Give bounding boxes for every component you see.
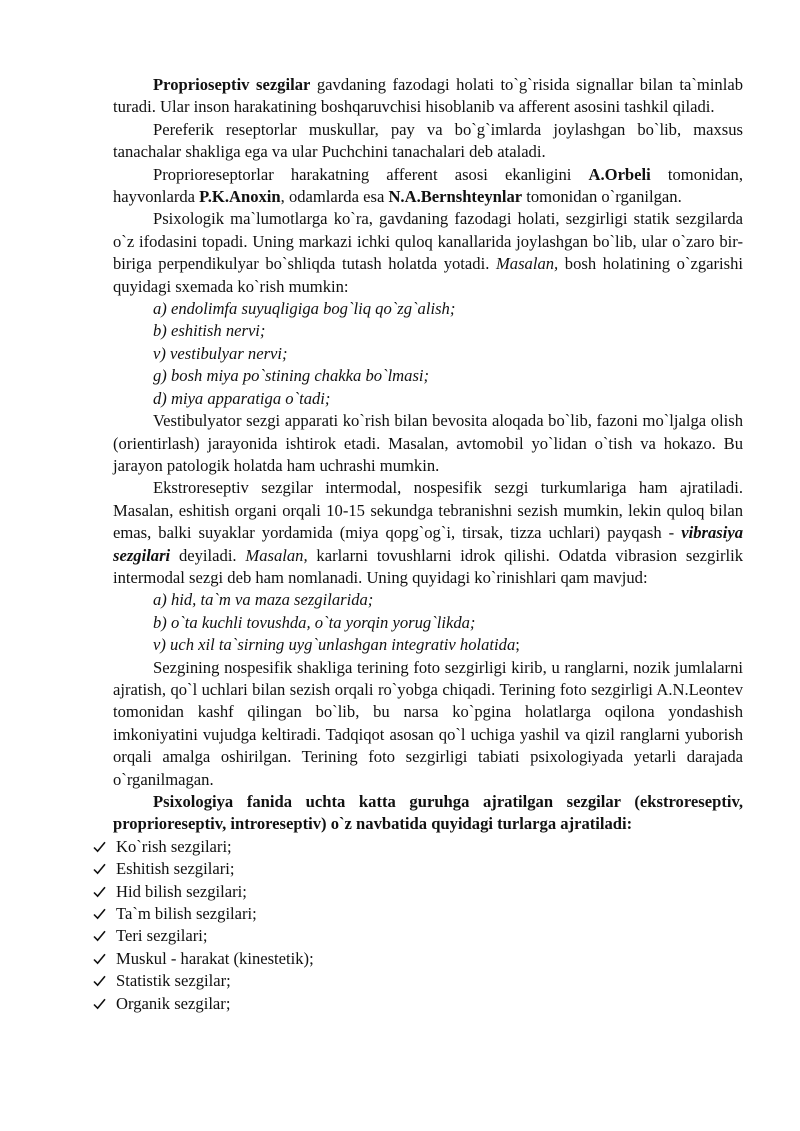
checkmark-icon	[93, 881, 116, 903]
checkmark-icon	[93, 970, 116, 992]
list-item-text: Statistik sezgilar;	[116, 971, 231, 991]
checkmark-icon	[93, 858, 116, 880]
paragraph-text: karlarni tovushlarni idrok qilishi. Odatda vibrasion sezgirlik intermodal sezgi deb ham nomlanadi. Uning quyidagi ko`rinishlari qam mavjud:	[113, 545, 743, 587]
name-orbeli: A.Orbeli	[588, 164, 651, 184]
checkmark-icon	[93, 948, 116, 970]
paragraph-text: Ekstroreseptiv sezgilar intermodal, nospesifik sezgi turkumlariga ham ajratiladi. Masalan, eshitish organi orqali 10-15 sekundga tebranishni sezish mumkin, lekin quloq bilan emas, balki suyaklar yordamida (miya qopg`og`i, tirsak, tizza uchlari) payqash -	[113, 478, 743, 543]
list-item: b) o`ta kuchli tovushda, o`ta yorqin yorug`likda;	[153, 612, 476, 632]
paragraph-summary	[113, 791, 743, 836]
paragraph-ekstroreseptiv	[113, 477, 743, 589]
list-item: v) vestibulyar nervi;	[153, 343, 288, 363]
checkmark-icon	[93, 836, 116, 858]
list-item-text: Hid bilish sezgilari;	[116, 881, 247, 901]
list-item	[93, 858, 743, 880]
summary-bold-text: Psixologiya fanida uchta katta guruhga ajratilgan sezgilar (ekstroreseptiv, proprioreseptiv, introreseptiv) o`z navbatida quyidagi turlarga ajratiladi:	[113, 792, 743, 834]
paragraph-text: Proprioreseptorlar harakatning afferent asosi ekanligini	[153, 164, 589, 184]
sensation-types-list	[93, 836, 743, 1015]
list-item	[113, 634, 743, 656]
list-item-punctuation: ;	[515, 635, 520, 655]
checkmark-icon	[93, 993, 116, 1015]
list-item	[93, 993, 743, 1015]
checkmark-icon	[93, 925, 116, 947]
paragraph-proprioreseptorlar	[113, 164, 743, 209]
paragraph-text: tomonidan, hayvonlarda	[113, 164, 744, 207]
list-item: a) endolimfa suyuqligiga bog`liq qo`zg`alish;	[153, 299, 456, 319]
list-item	[93, 836, 743, 858]
italic-masalan: Masalan,	[495, 254, 559, 274]
list-item-text: Ta`m bilish sezgilari;	[116, 903, 257, 923]
list-item	[93, 881, 743, 903]
paragraph-text: Psixologik ma`lumotlarga ko`ra, gavdaning fazodagi holati, sezgirligi statik sezgilarda o`z ifodasini topadi. Uning markazi ichki quloq kanallarida joylashgan bo`lib, ular o`zaro bir-biriga perpendikulyar bo`shliqda tutash holatda yotadi.	[113, 209, 743, 274]
name-anoxin: P.K.Anoxin	[199, 187, 281, 207]
list-item-text: v) uch xil ta`sirning uyg`unlashgan integrativ holatida	[153, 635, 516, 655]
paragraph-psixologik	[113, 208, 743, 298]
list-item: a) hid, ta`m va maza sezgilarida;	[153, 590, 374, 610]
list-item	[93, 903, 743, 925]
list-item	[93, 948, 743, 970]
paragraph-text: gavdaning fazodagi holati to`g`risida signallar bilan ta`minlab turadi. Ular inson harakatining boshqaruvchisi hisoblanib va afferent asosini tashkil qiladi.	[113, 75, 744, 117]
list-item: d) miya apparatiga o`tadi;	[153, 388, 331, 408]
list-item: b) eshitish nervi;	[153, 321, 266, 341]
name-bernshteyn: N.A.Bernshteynlar	[388, 187, 523, 207]
list-item	[93, 970, 743, 992]
paragraph-text: bosh holatining o`zgarishi quyidagi sxemada ko`rish mumkin:	[113, 254, 743, 296]
list-item	[93, 925, 743, 947]
list-item-text: Ko`rish sezgilari;	[116, 836, 232, 856]
list-item-text: Teri sezgilari;	[116, 926, 208, 946]
list-item-text: Eshitish sezgilari;	[116, 859, 235, 879]
paragraph-pereferik: Pereferik reseptorlar muskullar, pay va bo`g`imlarda joylashgan bo`lib, maxsus tanachalar shakliga ega va ular Puchchini tanachalari deb ataladi.	[113, 119, 743, 162]
paragraph-proprioseptiv	[113, 74, 743, 119]
term-vibrasiya: vibrasiya sezgilari	[113, 523, 743, 565]
paragraph-nospesifik: Sezgining nospesifik shakliga terining foto sezgirligi kirib, u ranglarni, nozik jumlalarni ajratish, qo`l uchlari bilan sezish orqali ro`yobga chiqadi. Terining foto sezgirligi A.N.Leontev tomonidan kashf qilingan bo`lib, bu narsa ko`pgina holatlarga oqilona yondashish imkoniyatini vujudga keltiradi. Tadqiqot asosan qo`l uchiga yashil va qizil ranglarni yuborish orqali amalga oshirilgan. Terining foto sezgirligi tabiati psixologiyada yetarli darajada o`rganilmagan.	[113, 657, 743, 789]
checkmark-icon	[93, 903, 116, 925]
list-item-text: Muskul - harakat (kinestetik);	[116, 948, 314, 968]
paragraph-text: tomonidan o`rganilgan.	[522, 187, 682, 207]
list-item-text: Organik sezgilar;	[116, 993, 231, 1013]
paragraph-text: deyiladi.	[170, 545, 246, 565]
paragraph-text: , odamlarda esa	[280, 187, 389, 207]
italic-masalan: Masalan,	[245, 545, 308, 565]
paragraph-vestibulyator: Vestibulyator sezgi apparati ko`rish bilan bevosita aloqada bo`lib, fazoni mo`ljalga olish (orientirlash) jarayonida ishtirok etadi. Masalan, avtomobil yo`lidan o`tish va hokazo. Bu jarayon patologik holatda ham uchrashi mumkin.	[113, 411, 743, 475]
term-proprioseptiv: Proprioseptiv sezgilar	[153, 75, 311, 94]
list-item: g) bosh miya po`stining chakka bo`lmasi;	[153, 366, 430, 386]
